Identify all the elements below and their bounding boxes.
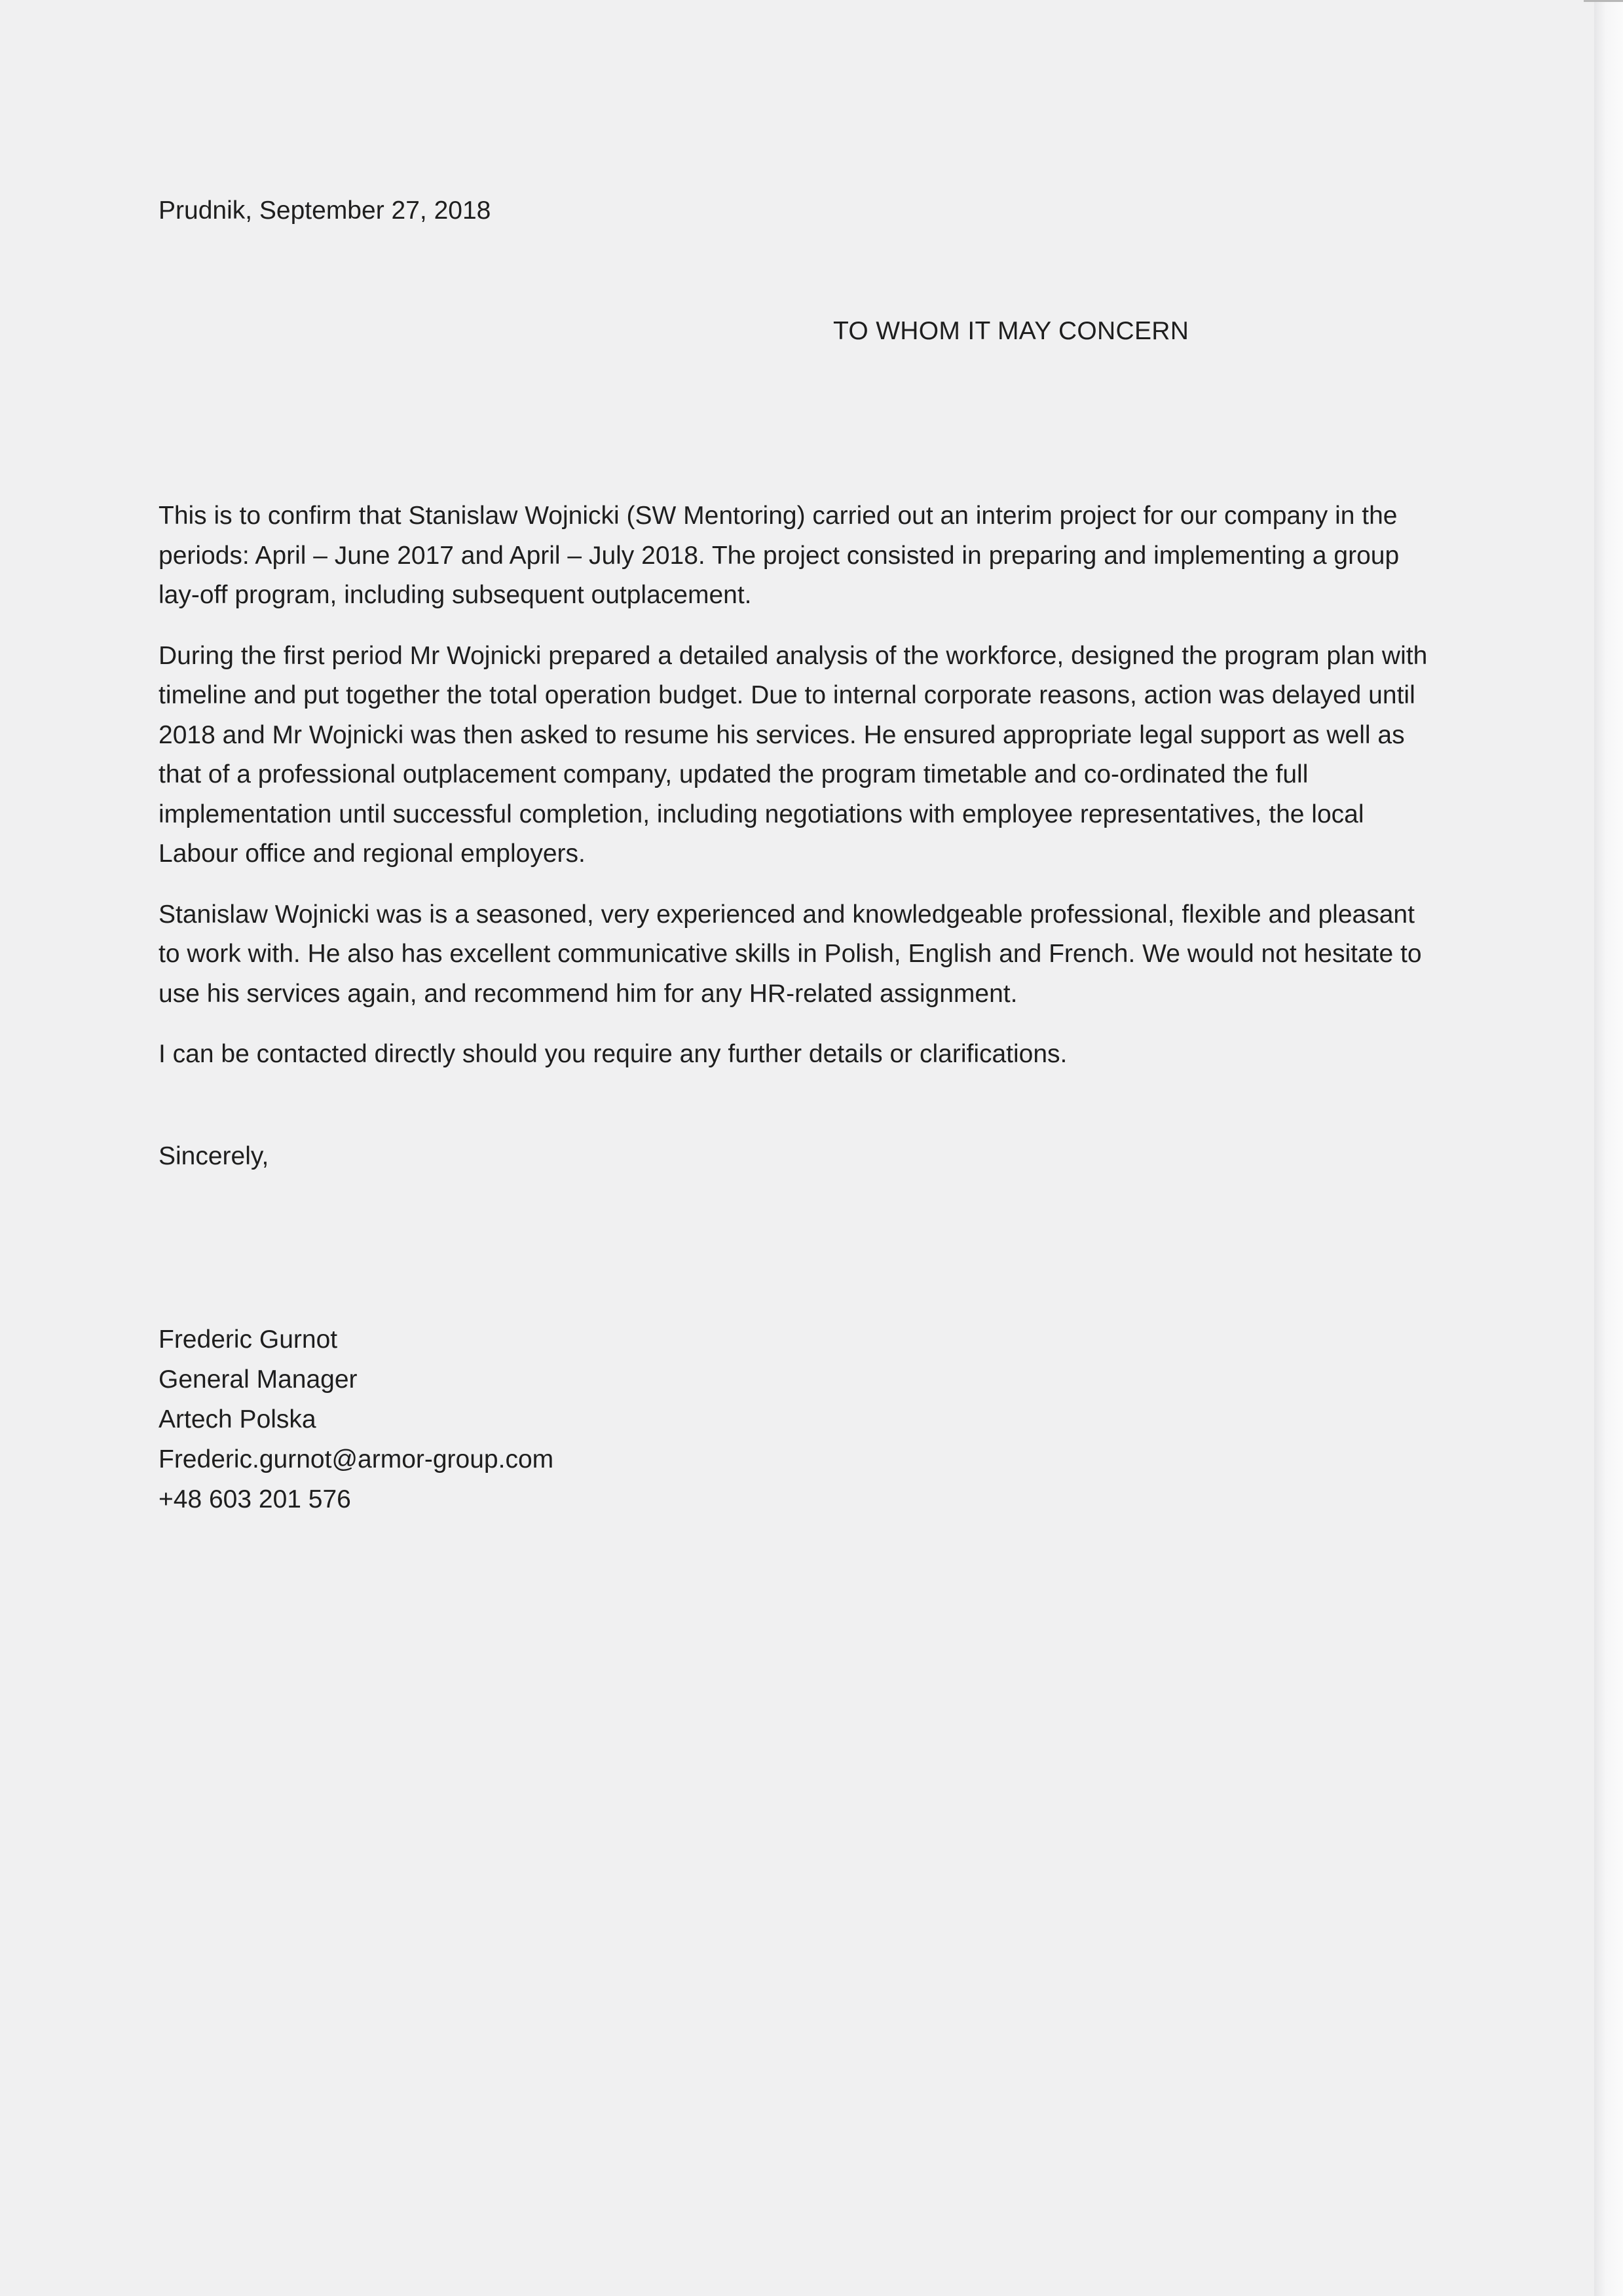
signatory-email[interactable]: Frederic.gurnot@armor-group.com <box>159 1445 554 1473</box>
paragraph-details: During the first period Mr Wojnicki prepared a detailed analysis of the workforce, designed the program plan with timeline and put together the total operation budget. Due to internal corporate reasons, action was delayed until 2018 and Mr Wojnicki was then asked to resume his services. He ensured appropriate legal support as well as that of a professional outplacement company, updated the program timetable and co-ordinated the full implementation until successful completion, including negotiations with employee representatives, the local Labour office and regional employers. <box>159 641 1428 868</box>
handwritten-signature-icon <box>141 1153 416 1572</box>
scan-edge-line <box>1584 0 1623 2</box>
scan-edge <box>1594 0 1623 2296</box>
letter-body <box>159 496 1429 1096</box>
signatory-phone: +48 603 201 576 <box>159 1485 351 1513</box>
signatory-name: Frederic Gurnot <box>159 1325 338 1354</box>
letter-heading: TO WHOM IT MAY CONCERN <box>833 317 1189 345</box>
closing: Sincerely, <box>159 1142 269 1170</box>
paragraph-recommendation: Stanislaw Wojnicki was is a seasoned, very experienced and knowledgeable professional, flexible and pleasant to work with. He also has excellent communicative skills in Polish, English and French. We would not hesitate to use his services again, and recommend him for any HR-related assignment. <box>159 900 1422 1008</box>
signatory-company: Artech Polska <box>159 1405 316 1434</box>
signatory-title: General Manager <box>159 1365 358 1394</box>
date-line: Prudnik, September 27, 2018 <box>159 196 491 225</box>
paragraph-contact: I can be contacted directly should you require any further details or clarifications. <box>159 1040 1068 1068</box>
paragraph-intro: This is to confirm that Stanislaw Wojnicki (SW Mentoring) carried out an interim project for our company in the periods: April – June 2017 and April – July 2018. The project consisted in preparing and implementing a group lay-off program, including subsequent outplacement. <box>159 502 1400 609</box>
